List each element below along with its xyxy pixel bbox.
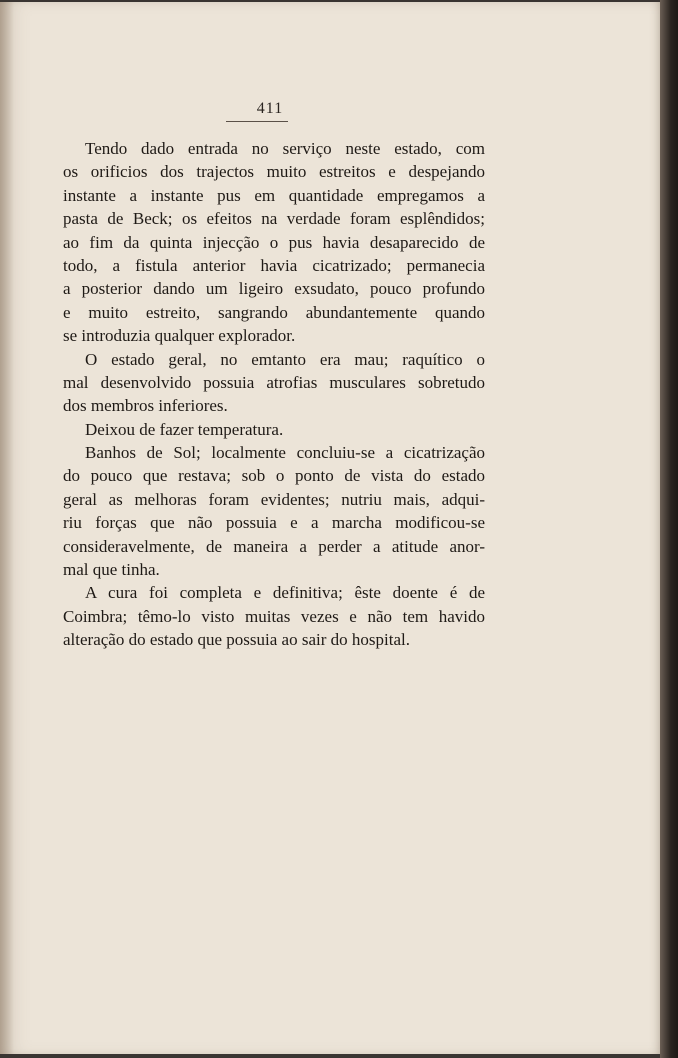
gutter-shadow xyxy=(0,2,14,1054)
text-line: dos membros inferiores. xyxy=(63,396,228,416)
text-line: Deixou de fazer temperatura. xyxy=(85,419,284,439)
text-line: riu forças que não possuia e a marcha modificou-se xyxy=(63,513,485,533)
text-line: se introduzia qualquer explorador. xyxy=(63,326,296,346)
page-edge xyxy=(660,0,678,1058)
text-line: do pouco que restava; sob o ponto de vista do estado xyxy=(63,466,485,486)
text-line: alteração do estado que possuia ao sair do hospital. xyxy=(63,630,410,650)
text-line: O estado geral, no emtanto era mau; raquítico o xyxy=(85,349,485,369)
text-line: consideravelmente, de maneira a perder a atitude anor- xyxy=(63,536,485,556)
text-line: mal que tinha. xyxy=(63,560,160,580)
text-line: pasta de Beck; os efeitos na verdade foram esplêndidos; xyxy=(63,209,485,229)
text-line: ao fim da quinta injecção o pus havia desaparecido de xyxy=(63,232,485,252)
page-number-rule xyxy=(226,121,288,122)
body-text xyxy=(63,137,485,652)
text-line: instante a instante pus em quantidade empregamos a xyxy=(63,185,485,205)
text-line: e muito estreito, sangrando abundantemente quando xyxy=(63,302,485,322)
page-number: 411 xyxy=(256,100,284,117)
text-line: Coimbra; têmo-lo visto muitas vezes e não tem havido xyxy=(63,606,485,626)
text-line: os orificios dos trajectos muito estreitos e despejando xyxy=(63,162,485,182)
text-line: a posterior dando um ligeiro exsudato, pouco profundo xyxy=(63,279,485,299)
text-line: Tendo dado entrada no serviço neste estado, com xyxy=(85,139,485,158)
text-line: todo, a fistula anterior havia cicatrizado; permanecia xyxy=(63,255,485,275)
text-line: A cura foi completa e definitiva; êste doente é de xyxy=(85,583,485,603)
text-line: Banhos de Sol; localmente concluiu-se a cicatrização xyxy=(85,443,485,463)
text-line: geral as melhoras foram evidentes; nutriu mais, adqui- xyxy=(63,489,485,509)
text-line: mal desenvolvido possuia atrofias musculares sobretudo xyxy=(63,372,485,392)
